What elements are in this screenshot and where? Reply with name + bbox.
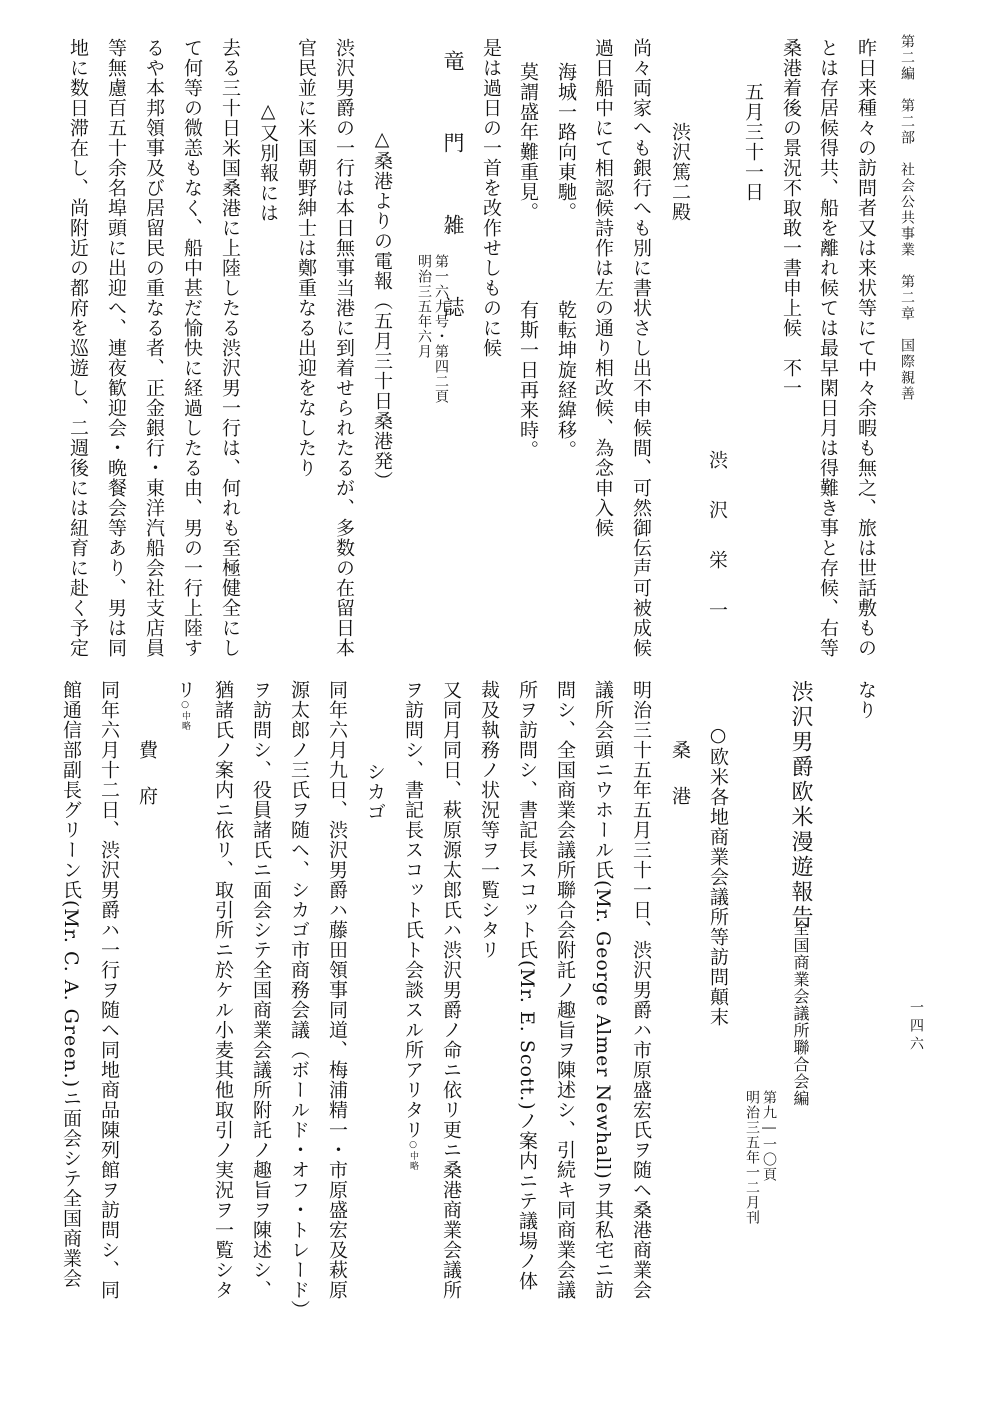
section-heading: ○欧米各地商業会議所等訪問顛末 (707, 724, 729, 1027)
sf-line-5: 裁及執務ノ状況等ヲ一覧シタリ (478, 680, 500, 960)
postscript-line-2: 過日船中にて相認候詩作は左の通り相改候、為念申入候 (592, 38, 614, 538)
phil-line-2-english: (Mr. C. A. Green.) (60, 900, 82, 1089)
postscript-line-1: 尚々両家へも銀行へも別に書状さし出不申候間、可然御伝声可被成候 (630, 38, 652, 658)
sf-line-7 (403, 680, 422, 1171)
chicago-line-3: ヲ訪問シ、役員諸氏ニ面会シテ全国商業会議所附託ノ趣旨ヲ陳述シ、 (250, 680, 272, 1300)
continuation-text: なり (855, 680, 877, 720)
report-line-2: て何等の微恙もなく、船中甚だ愉快に経過したる由、男の一行上陸す (181, 38, 203, 658)
phil-line-2-post: ニ面会シテ全国商業会 (60, 1088, 82, 1289)
phil-line-1: 同年六月十二日、渋沢男爵ハ一行ヲ随ヘ同地商品陳列館ヲ訪問シ、同 (98, 680, 120, 1300)
sf-line-4-english: (Mr. E. Scott.) (516, 960, 538, 1111)
telegram-line-1: 渋沢男爵の一行は本日無事当港に到着せられたるが、多数の在留日本 (333, 38, 355, 658)
telegram-heading: △桑港よりの電報（五月三十日桑港発） (371, 128, 393, 491)
subhead-chicago: シカゴ (364, 762, 386, 822)
sf-line-6: 又同月同日、萩原源太郎氏ハ渋沢男爵ノ命ニ依リ更ニ桑港商業会議所 (440, 680, 462, 1300)
chicago-line-1: 同年六月九日、渋沢男爵ハ藤田領事同道、梅浦精一・市原盛宏及萩原 (326, 680, 348, 1300)
telegram-line-2: 官民並に米国朝野紳士は鄭重なる出迎をなしたり (295, 38, 317, 478)
chicago-line-4: 猶諸氏ノ案内ニ依リ、取引所ニ於ケル小麦其他取引ノ実況ヲ一覧シタ (212, 680, 234, 1300)
letter-line-2: とは存居候得共、船を離れ候ては最早閑日月は得難き事と存候、右等 (817, 38, 839, 658)
report-line-5: 地に数日滞在し、尚附近の都府を巡遊し、二週後には紐育に赴く予定 (67, 38, 89, 658)
chicago-last-char: リ (174, 680, 196, 700)
report-line-1: 去る三十日米国桑港に上陸したる渋沢男一行は、何れも至極健全にし (219, 38, 241, 658)
sf-line-3: 問シ、全国商業会議所聯合会附託ノ趣旨ヲ陳述シ、引続キ同商業会議 (554, 680, 576, 1300)
source-title: 竜 門 雑 誌 (441, 50, 465, 337)
running-title: 第二編 第二部 社会公共事業 第二章 国際親善 (899, 34, 915, 402)
letter-addressee: 渋沢篤二殿 (669, 122, 691, 222)
report-heading: △又別報には (257, 100, 279, 223)
source-ref-date: 明治三五年六月 (416, 254, 432, 359)
poem-note: 是は過日の一首を改作せしものに候 (480, 38, 502, 358)
sf-line-1: 明治三十五年五月三十一日、渋沢男爵ハ市原盛宏氏ヲ随ヘ桑港商業会 (630, 680, 652, 1300)
omission-mark-2: ○中略 (180, 700, 190, 731)
poem-line-1a: 海城一路向東馳。 (555, 62, 577, 222)
letter-date: 五月三十一日 (742, 82, 764, 202)
sf-line-2-pre: 議所会頭ニウホール氏 (592, 680, 614, 880)
chicago-line-5 (175, 680, 194, 731)
chicago-line-2: 源太郎ノ三氏ヲ随ヘ、シカゴ市商務会議（ボールド・オフ・トレード） (288, 680, 310, 1320)
letter-line-1: 昨日来種々の訪問者又は来状等にて中々余暇も無之、旅は世話敷もの (855, 38, 877, 658)
sf-line-2-english: (Mr. George Almer Newhall) (592, 880, 614, 1180)
doc-ref-date: 明治三五年一二月刊 (744, 1090, 760, 1225)
poem-line-1b: 乾転坤旋経緯移。 (555, 300, 577, 460)
subhead-san-francisco: 桑 港 (669, 740, 691, 809)
source-ref-issue: 第一六九号・第四二頁 (433, 254, 449, 404)
report-line-3: るや本邦領事及び居留民の重なる者、正金銀行・東洋汽船会社支店員 (143, 38, 165, 658)
poem-line-2b: 有斯一日再来時。 (517, 300, 539, 460)
doc-ref-pages: 第九―一〇頁 (761, 1090, 777, 1182)
subhead-philadelphia: 費 府 (136, 740, 158, 809)
sf-line-4-post: ノ案内ニテ議場ノ体 (516, 1110, 538, 1291)
letter-line-3: 桑港着後の景況不取敢一書申上候 不一 (780, 38, 802, 398)
poem-line-2a: 莫謂盛年難重見。 (517, 62, 539, 222)
sf-line-7-text: ヲ訪問シ、書記長スコット氏ト会談スル所アリタリ (402, 680, 424, 1140)
sf-line-4-pre: 所ヲ訪問シ、書記長スコット氏 (516, 680, 538, 960)
phil-line-2-pre: 館通信部副長グリーン氏 (60, 680, 82, 900)
doc-title: 渋沢男爵欧米漫遊報告 (788, 680, 813, 930)
sf-line-4 (517, 680, 536, 1291)
omission-mark-1: ○中略 (408, 1140, 418, 1171)
report-line-4: 等無慮百五十余名埠頭に出迎へ、連夜歓迎会・晩餐会等あり、男は同 (105, 38, 127, 658)
doc-publisher: 全国商業会議所聯合会編 (791, 920, 810, 1107)
phil-line-2 (61, 680, 80, 1288)
sf-line-2-post: ヲ其私宅ニ訪 (592, 1179, 614, 1300)
page-number: 一四六 (908, 1000, 924, 1054)
letter-sender: 渋 沢 栄 一 (706, 450, 728, 625)
sf-line-2 (593, 680, 612, 1300)
